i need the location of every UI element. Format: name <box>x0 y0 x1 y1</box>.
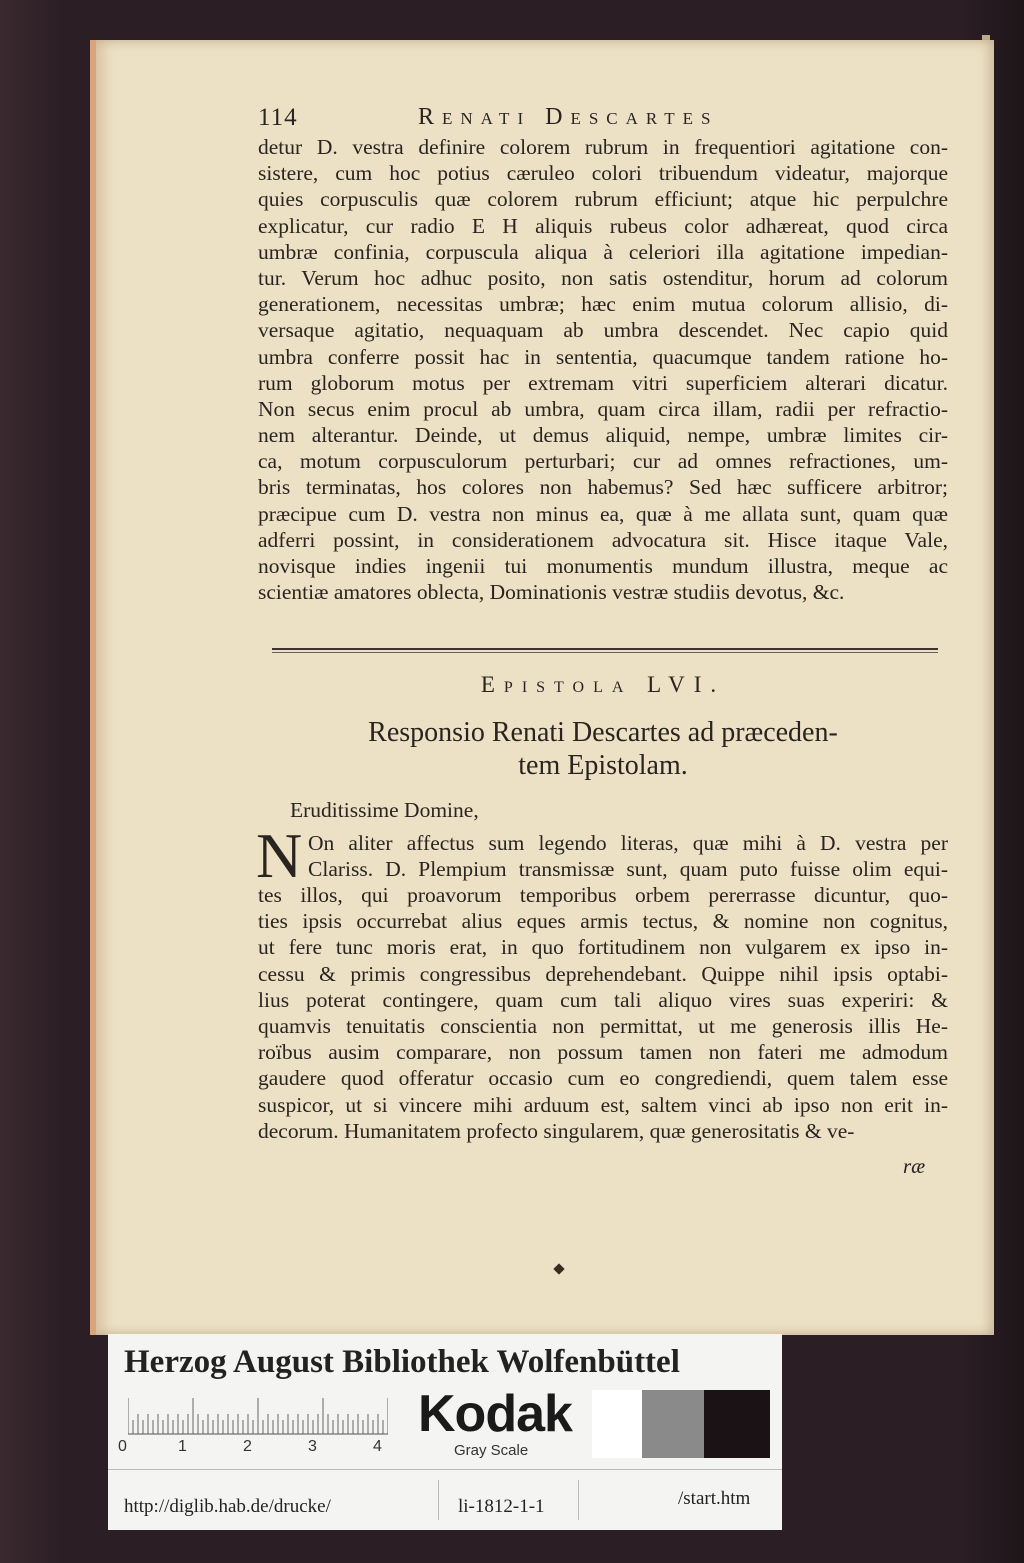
text-line: umbra conferre possit hac in sententia, quacumque tandem ratione ho- <box>258 344 948 369</box>
response-paragraph <box>258 882 948 1144</box>
ruler-scale <box>128 1396 388 1436</box>
text-line: Non secus enim procul ab umbra, quam circa illam, radii per refractio- <box>258 396 948 421</box>
text-line: decorum. Humanitatem profecto singularem, quæ generositatis & ve- <box>258 1118 855 1143</box>
ruler-number: 2 <box>243 1438 252 1455</box>
catchword: ræ <box>903 1154 926 1178</box>
text-line: cessu & primis congressibus deprehendebant. Quippe nihil ipsis optabi- <box>258 961 948 986</box>
text-line: lius poterat contingere, quam cum tali aliquo vires suas experiri: & <box>258 987 948 1012</box>
text-line: versaque agitatio, nequaquam ab umbra descendet. Nec capio quid <box>258 318 948 343</box>
text-line: novisque indies ingenii tui monumentis mundum illustra, meque ac <box>258 554 948 578</box>
response-title <box>258 716 948 782</box>
text-line: præcipue cum D. vestra non minus ea, quæ à me allata sunt, quam quæ <box>258 501 948 526</box>
kodak-logo: Kodak <box>418 1385 572 1443</box>
text-line: explicatur, cur radio E H aliquis rubeus color adhæreat, quod circa <box>258 213 948 238</box>
text-line: sistere, cum hoc potius cæruleo colori tribuendum videatur, majorque <box>258 161 948 186</box>
url-bar <box>108 1469 782 1528</box>
url-left: http://diglib.hab.de/drucke/ <box>124 1496 331 1517</box>
page-number: 114 <box>258 104 298 131</box>
ruler-numbers <box>118 1438 388 1462</box>
color-target-strip <box>108 1334 782 1530</box>
text-line: detur D. vestra definire colorem rubrum in frequentiori agitatione con- <box>258 135 948 159</box>
running-head <box>258 104 948 134</box>
gray-swatch-black <box>704 1390 770 1458</box>
url-id: li-1812-1-1 <box>458 1496 545 1517</box>
text-line: ties ipsis occurrebat alius eques armis tectus, & nomine non cognitus, <box>258 909 948 934</box>
text-line: roïbus ausim comparare, non possum tamen non fateri me admodum <box>258 1040 948 1065</box>
text-line: ca, motum corpusculorum perturbari; cur ad omnes refractiones, um- <box>258 449 948 474</box>
response-title-line: Responsio Renati Descartes ad præceden- <box>368 717 838 748</box>
text-line: gaudere quod offeratur occasio cum eo congrediendi, quem talem esse <box>258 1066 948 1091</box>
section-rule-thin <box>272 652 938 653</box>
text-line: quamvis tenuitatis conscientia non permittat, ut me generosis illis He- <box>258 1013 948 1038</box>
text-line: bris terminatas, hos colores non habemus? Sed hæc sufficere arbitror; <box>258 475 948 500</box>
drop-cap: N <box>256 820 303 891</box>
ruler-number: 3 <box>308 1438 317 1455</box>
text-line: umbræ confinia, corpuscula aliqua à celeriori illa agitatione impedian- <box>258 239 948 264</box>
text-line: quies corpusculis quæ colorem rubrum efficiunt; atque hic perpulchre <box>258 187 948 212</box>
gray-scale-label: Gray Scale <box>454 1442 529 1459</box>
url-right: /start.htm <box>678 1488 751 1509</box>
text-line: nem alterantur. Deinde, ut demus aliquid, nempe, umbræ limites cir- <box>258 423 948 448</box>
response-opening-lines <box>308 830 948 882</box>
text-line: generationem, necessitas umbræ; hæc enim mutua colorum allisio, di- <box>258 292 948 317</box>
salutation: Eruditissime Domine, <box>290 798 479 822</box>
text-line: Clariss. D. Plempium transmissæ sunt, quam puto fuisse olim equi- <box>308 857 948 882</box>
ruler-number: 1 <box>178 1438 187 1455</box>
response-title-line: tem Epistolam. <box>518 750 688 781</box>
section-rule <box>272 648 938 650</box>
divider <box>578 1480 579 1520</box>
ruler-number: 4 <box>373 1438 382 1455</box>
text-line: suspicor, ut si vincere mihi arduum est, saltem vinci ab ipso non erit in- <box>258 1092 948 1117</box>
gray-swatch-mid <box>642 1390 704 1458</box>
gray-swatch-white <box>592 1390 642 1458</box>
text-line: rum globorum motus per extremam vitri superficiem alterari dicatur. <box>258 370 948 395</box>
running-title: Renati Descartes <box>418 104 719 130</box>
text-line: tes illos, qui proavorum temporibus orbem pererrasse dicuntur, quo- <box>258 883 948 907</box>
letter-body-paragraph <box>258 134 948 605</box>
library-name: Herzog August Bibliothek Wolfenbüttel <box>124 1344 680 1380</box>
epistola-heading: Epistola LVI. <box>480 672 726 697</box>
text-line: scientiæ amatores oblecta, Dominationis vestræ studiis devotus, &c. <box>258 580 845 605</box>
text-line: On aliter affectus sum legendo literas, quæ mihi à D. vestra per <box>308 831 948 855</box>
text-line: adferri possint, in considerationem advocatura sit. Hisce itaque Vale, <box>258 527 948 552</box>
text-line: ut fere tunc moris erat, in quo fortitudinem non vulgarem ex ipso in- <box>258 935 948 960</box>
ruler-number: 0 <box>118 1438 127 1455</box>
divider <box>438 1480 439 1520</box>
text-line: tur. Verum hoc adhuc posito, non satis ostenditur, horum ad colorum <box>258 265 948 290</box>
